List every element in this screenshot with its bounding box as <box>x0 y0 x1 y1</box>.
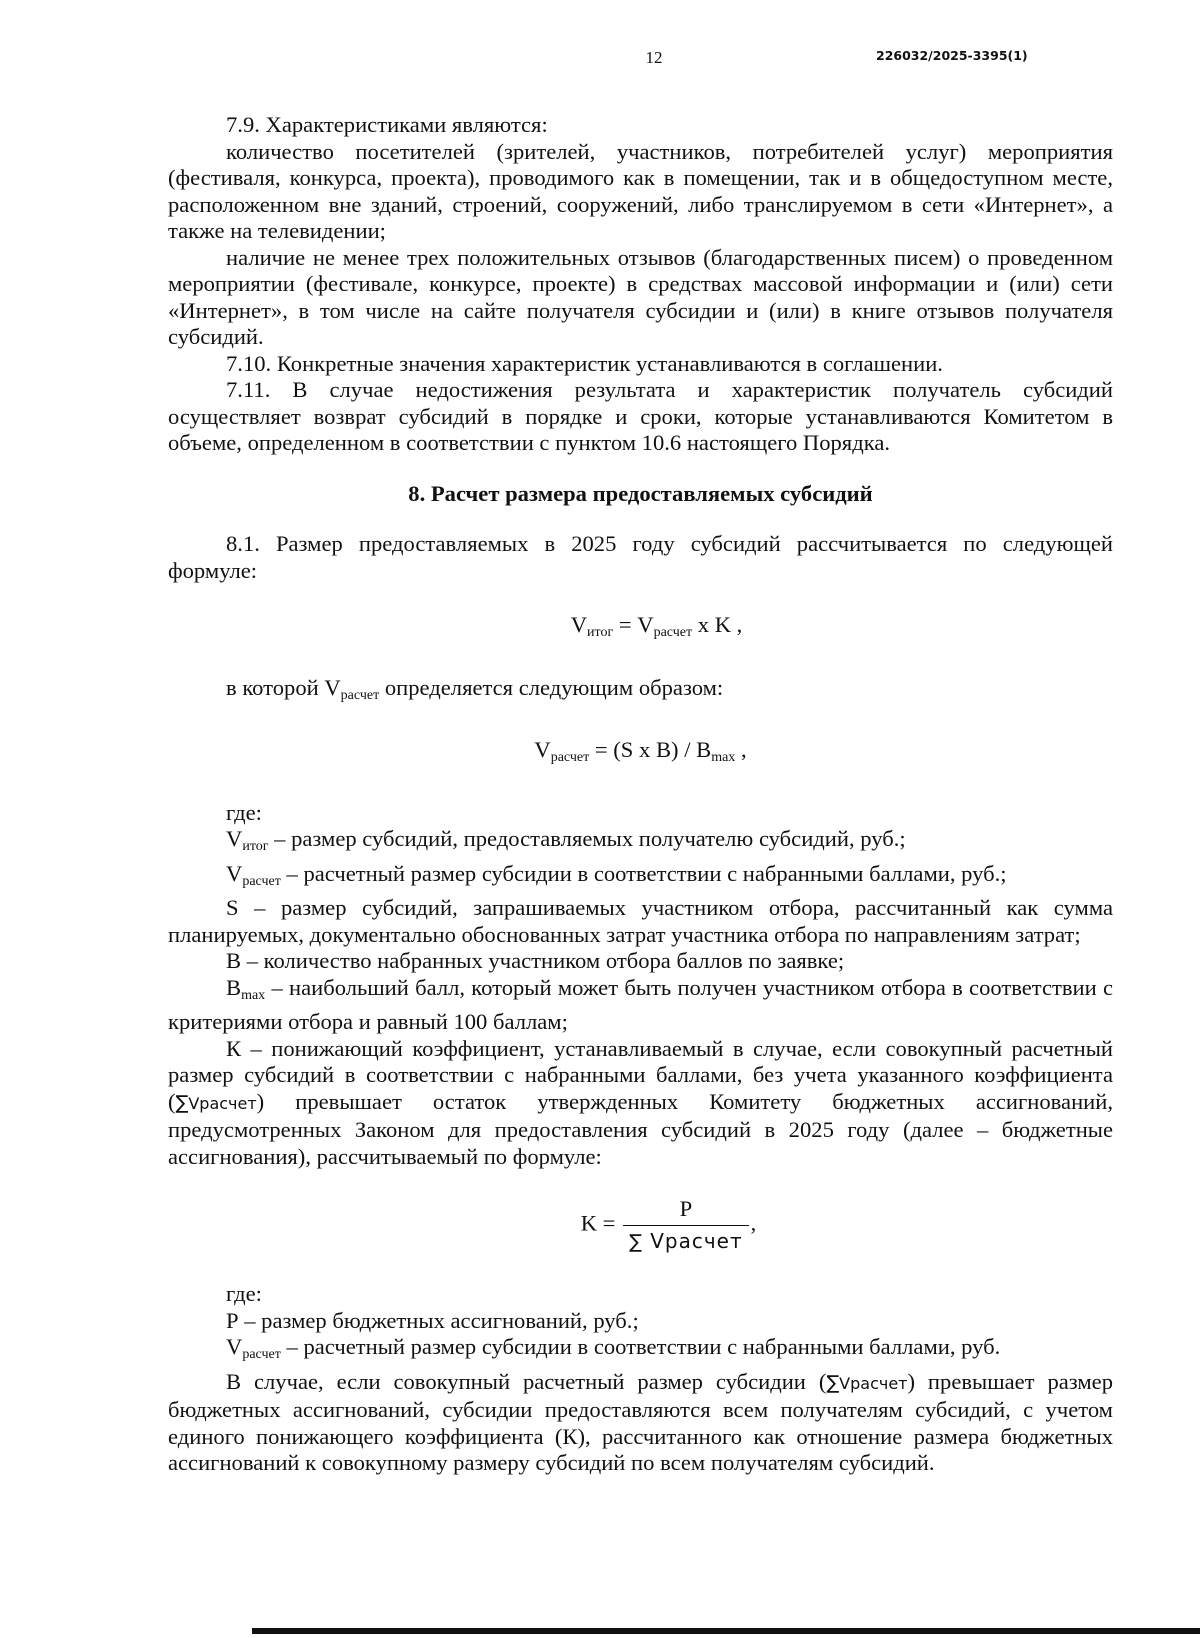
definition-k: К – понижающий коэффициент, устанавливаемый в случае, если совокупный расчетный размер субсидий в соответствии с набранными баллами, без учета указанного коэффициента (∑Vрасчет) превышает остаток утвержденных Комитету бюджетных ассигнований, предусмотренных Законом для предоставления субсидий в 2025 году (далее – бюджетные ассигнования), рассчитываемый по формуле: <box>168 1035 1113 1169</box>
definition-v-itog: $V_{итог}$ – размер субсидий, предоставляемых получателю субсидий, руб.; <box>226 826 906 854</box>
where-label-1: где: <box>226 799 262 825</box>
formula-v-rasch: $V_{расчет} = (S$ x $B) / B_{max}$ , <box>534 737 747 765</box>
page-number: 12 <box>645 48 663 67</box>
definition-b: В – количество набранных участником отбора баллов по заявке; <box>226 948 845 973</box>
fraction-denominator: ∑ Vрасчет <box>623 1225 749 1256</box>
paragraph-8-1: 8.1. Размер предоставляемых в 2025 году субсидий рассчитывается по следующей формуле: <box>168 531 1113 583</box>
paragraph-v-rasch-intro: в которой $V_{расчет}$ определяется следующим образом: <box>226 674 724 703</box>
scan-bottom-border <box>252 1628 1200 1634</box>
fraction-numerator: P <box>679 1196 693 1221</box>
definition-s: S – размер субсидий, запрашиваемых участником отбора, рассчитанный как сумма планируемых, документально обоснованных затрат участника отбора по направлениям затрат; <box>168 895 1113 947</box>
definition-v-rasch-2: $V_{расчет}$ – расчетный размер субсидии в соответствии с набранными баллами, руб. <box>226 1334 1001 1362</box>
paragraph-7-9: 7.9. Характеристиками являются: <box>226 112 548 137</box>
sum-symbol: ∑ <box>826 1371 840 1394</box>
sum-symbol: ∑ <box>175 1091 189 1114</box>
definition-b-max: $B_{max}$ – наибольший балл, который может быть получен участником отбора в соответствии с критериями отбора и равный 100 баллам; <box>168 974 1113 1034</box>
definition-v-rasch: $V_{расчет}$ – расчетный размер субсидии в соответствии с набранными баллами, руб.; <box>226 860 1007 889</box>
paragraph-7-11: 7.11. В случае недостижения результата и характеристик получатель субсидий осуществляет возврат субсидий в порядке и сроки, которые устанавливаются Комитетом в объеме, определенном в соответствии с пунктом 10.6 настоящего Порядка. <box>168 377 1113 455</box>
formula-k: K = $\frac{P}{\text{∑ Vрасчет}}$ , <box>168 1196 1113 1255</box>
definition-p: Р – размер бюджетных ассигнований, руб.; <box>226 1307 639 1333</box>
paragraph-visitors: количество посетителей (зрителей, участников, потребителей услуг) мероприятия (фестиваля, конкурса, проекта), проводимого как в помещении, так и в общедоступном месте, расположенном вне зданий, строений, сооружений, либо транслируемом в сети «Интернет», а также на телевидении; <box>168 138 1113 243</box>
paragraph-final: В случае, если совокупный расчетный размер субсидии (∑Vрасчет) превышает размер бюджетных ассигнований, субсидии предоставляются всем получателям субсидий, с учетом единого понижающего коэффициента (К), рассчитанного как отношение размера бюджетных ассигнований к совокупному размеру субсидий по всем получателям субсидий. <box>168 1368 1113 1475</box>
document-reference: 226032/2025-3395(1) <box>876 48 1028 63</box>
section-title: 8. Расчет размера предоставляемых субсидий <box>408 480 873 506</box>
formula-v-itog: $V_{итог} = V_{расчет}$ x K , <box>570 612 743 640</box>
paragraph-reviews: наличие не менее трех положительных отзывов (благодарственных писем) о проведенном мероприятии (фестивале, конкурсе, проекте) в средствах массовой информации и (или) сети «Интернет», в том числе на сайте получателя субсидии и (или) в книге отзывов получателя субсидий. <box>168 244 1113 349</box>
paragraph-7-10: 7.10. Конкретные значения характеристик устанавливаются в соглашении. <box>226 350 943 376</box>
fraction <box>623 1196 749 1255</box>
document-body <box>168 112 1113 1477</box>
where-label-2: где: <box>226 1281 262 1306</box>
